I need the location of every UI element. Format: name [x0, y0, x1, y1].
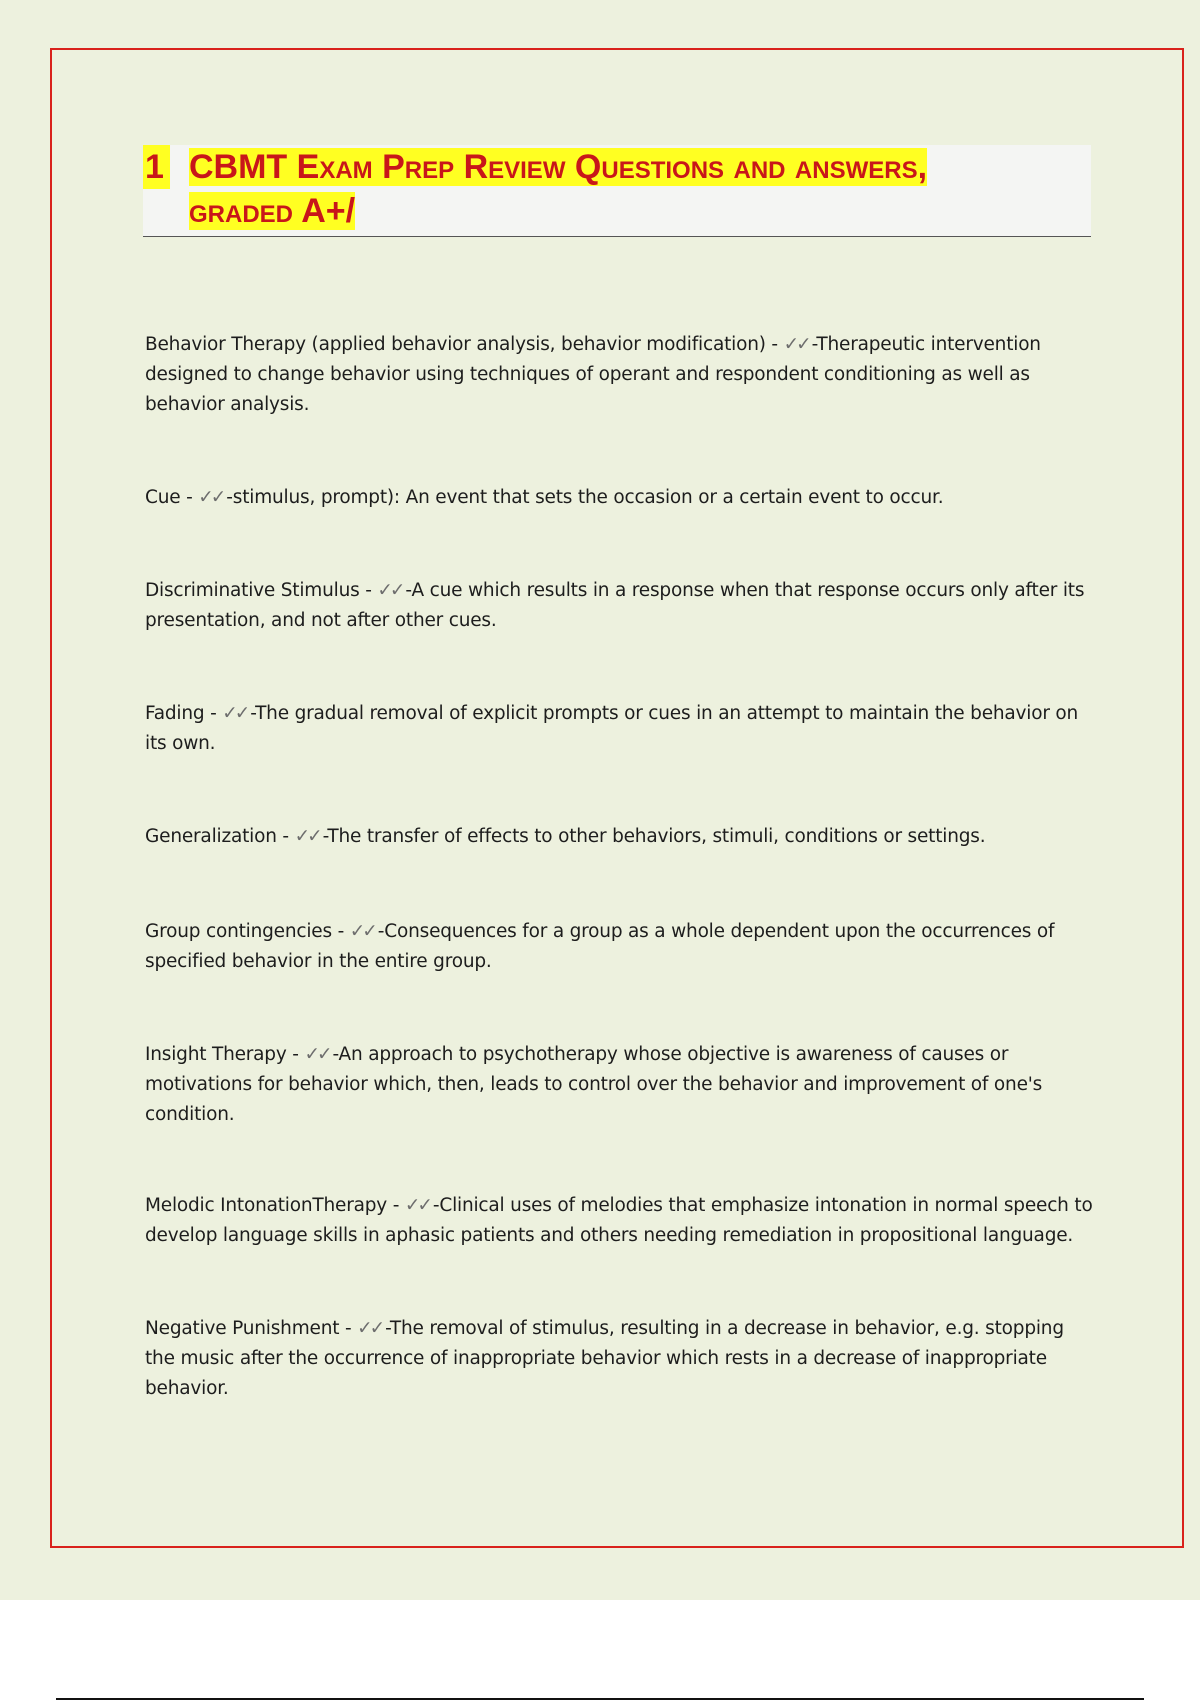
- double-check-icon: ✓✓: [357, 1318, 383, 1339]
- double-check-icon: ✓✓: [294, 826, 320, 847]
- glossary-entry: Negative Punishment - ✓✓ -The removal of stimulus, resulting in a decrease in behavior, e.g. stopping the music after the occurrence of inappropriate behavior which rests in a decrease of inappropriate behavior.: [145, 1318, 1064, 1399]
- glossary-entry: Cue - ✓✓ -stimulus, prompt): An event that sets the occasion or a certain event to occur.: [145, 487, 944, 508]
- entry-term: Melodic IntonationTherapy: [145, 1195, 388, 1216]
- entry-definition: The removal of stimulus, resulting in a decrease in behavior, e.g. stopping the music after the occurrence of inappropriate behavior which rests in a decrease of inappropriate behavior.: [145, 1318, 1064, 1399]
- double-check-icon: ✓✓: [783, 334, 809, 355]
- entry-term: Behavior Therapy (applied behavior analysis, behavior modification): [145, 334, 766, 355]
- entry-term: Discriminative Stimulus: [145, 580, 360, 601]
- heading-title-line-2: graded A+/: [189, 192, 356, 230]
- entry-term: Negative Punishment: [145, 1318, 340, 1339]
- entry-term: Fading: [145, 703, 205, 724]
- entry-definition: stimulus, prompt): An event that sets the occasion or a certain event to occur.: [232, 487, 944, 508]
- entry-term: Group contingencies: [145, 921, 332, 942]
- entry-definition: Clinical uses of melodies that emphasize intonation in normal speech to develop language skills in aphasic patients and others needing remediation in propositional language.: [145, 1195, 1093, 1246]
- entry-definition: The transfer of effects to other behaviors, stimuli, conditions or settings.: [327, 826, 986, 847]
- double-check-icon: ✓✓: [377, 580, 403, 601]
- document-heading: [143, 145, 1091, 237]
- double-check-icon: ✓✓: [222, 703, 248, 724]
- entry-definition: Therapeutic intervention designed to change behavior using techniques of operant and respondent conditioning as well as behavior analysis.: [145, 334, 1041, 415]
- glossary-entry: Behavior Therapy (applied behavior analysis, behavior modification) - ✓✓ -Therapeutic intervention designed to change behavior using techniques of operant and respondent conditioning as well as behavior analysis.: [145, 334, 1041, 415]
- entry-term: Generalization: [145, 826, 277, 847]
- double-check-icon: ✓✓: [404, 1195, 430, 1216]
- double-check-icon: ✓✓: [304, 1044, 330, 1065]
- entry-definition: An approach to psychotherapy whose objective is awareness of causes or motivations for behavior which, then, leads to control over the behavior and improvement of one's condition.: [145, 1044, 1043, 1125]
- glossary-entry: Discriminative Stimulus - ✓✓ -A cue which results in a response when that response occurs only after its presentation, and not after other cues.: [145, 580, 1085, 631]
- glossary-entry: Insight Therapy - ✓✓ -An approach to psychotherapy whose objective is awareness of causes or motivations for behavior which, then, leads to control over the behavior and improvement of one's condition.: [145, 1044, 1043, 1125]
- glossary-entry: Melodic IntonationTherapy - ✓✓ -Clinical uses of melodies that emphasize intonation in normal speech to develop language skills in aphasic patients and others needing remediation in propositional language.: [145, 1195, 1093, 1246]
- heading-title-line-1: CBMT Exam Prep Review Questions and answers,: [189, 148, 928, 186]
- double-check-icon: ✓✓: [349, 921, 375, 942]
- entry-definition: A cue which results in a response when that response occurs only after its presentation, and not after other cues.: [145, 580, 1085, 631]
- glossary-entry: Fading - ✓✓ -The gradual removal of explicit prompts or cues in an attempt to maintain the behavior on its own.: [145, 703, 1079, 754]
- entry-definition: Consequences for a group as a whole dependent upon the occurrences of specified behavior in the entire group.: [145, 921, 1055, 972]
- double-check-icon: ✓✓: [198, 487, 224, 508]
- glossary-entry: Generalization - ✓✓ -The transfer of effects to other behaviors, stimuli, conditions or settings.: [145, 826, 986, 847]
- entry-term: Insight Therapy: [145, 1044, 287, 1065]
- heading-number: 1: [143, 145, 170, 189]
- entry-definition: The gradual removal of explicit prompts or cues in an attempt to maintain the behavior on its own.: [145, 703, 1079, 754]
- glossary-entry: Group contingencies - ✓✓ -Consequences for a group as a whole dependent upon the occurrences of specified behavior in the entire group.: [145, 921, 1055, 972]
- heading-title: [189, 145, 1089, 233]
- entry-term: Cue: [145, 487, 181, 508]
